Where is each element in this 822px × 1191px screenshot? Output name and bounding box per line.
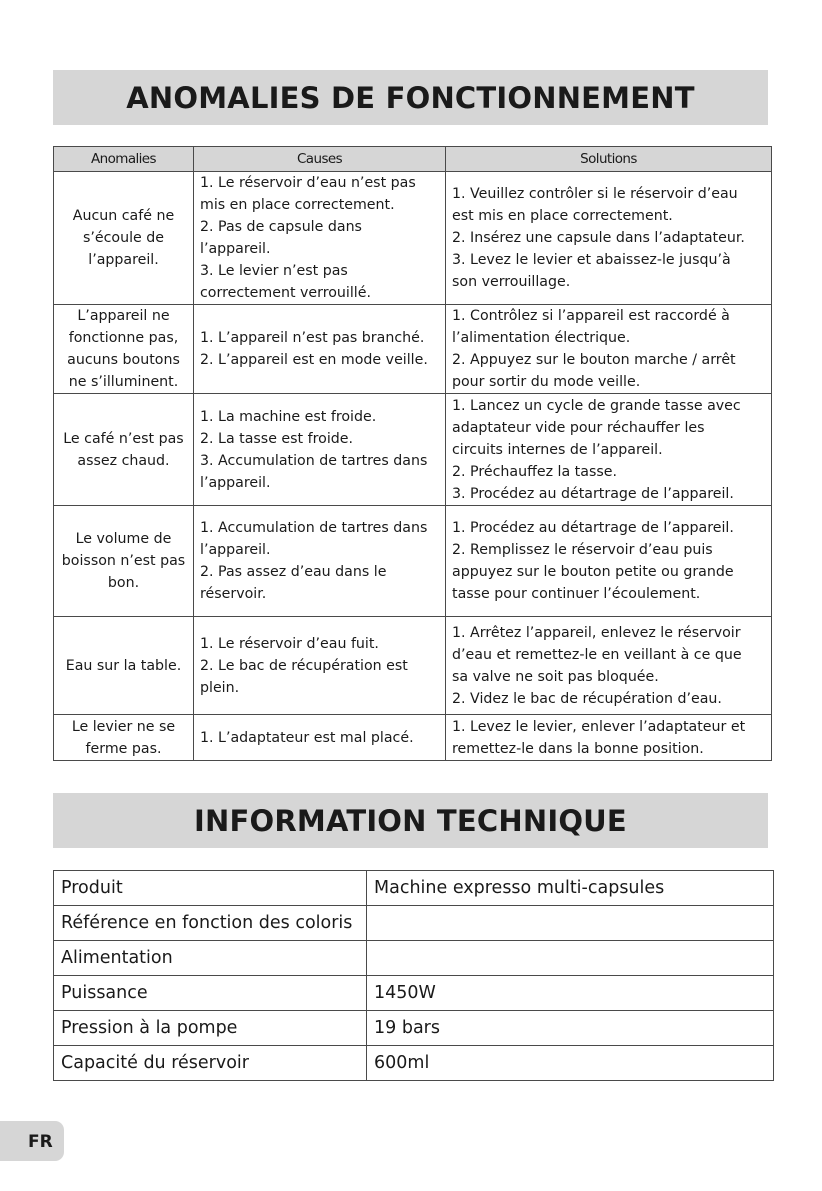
solution-line: 1. Lancez un cycle de grande tasse avec xyxy=(452,397,741,414)
anomaly-line: fonctionne pas, xyxy=(68,330,179,346)
causes-cell xyxy=(194,305,446,394)
cause-line: mis en place correctement. xyxy=(200,197,395,213)
spec-value xyxy=(367,941,774,976)
cause-line: plein. xyxy=(200,679,240,696)
table-row xyxy=(54,1011,774,1046)
anomaly-line: Le levier ne se xyxy=(71,718,176,735)
anomaly-cell xyxy=(54,305,194,394)
solution-line: appuyez sur le bouton petite ou grande xyxy=(452,564,734,580)
solution-line: 1. Arrêtez l’appareil, enlevez le réservoir xyxy=(452,624,741,641)
anomaly-line: Aucun café ne xyxy=(72,208,175,224)
spec-label: Référence en fonction des coloris xyxy=(54,906,367,941)
solutions-cell xyxy=(446,617,772,715)
solution-line: adaptateur vide pour réchauffer les xyxy=(452,419,705,436)
spec-label: Puissance xyxy=(54,976,367,1011)
solution-line: son verrouillage. xyxy=(452,274,571,290)
anomaly-line: l’appareil. xyxy=(88,252,159,268)
anomaly-line: bon. xyxy=(107,575,140,591)
cause-line: 1. Le réservoir d’eau n’est pas xyxy=(200,175,416,191)
solution-line: 2. Videz le bac de récupération d’eau. xyxy=(452,690,722,707)
technical-section-title: INFORMATION TECHNIQUE xyxy=(53,793,768,848)
table-row xyxy=(54,506,772,617)
anomaly-cell xyxy=(54,617,194,715)
cause-line: 1. L’adaptateur est mal placé. xyxy=(200,729,414,746)
table-row xyxy=(54,715,772,761)
table-row xyxy=(54,1046,774,1081)
table-row xyxy=(54,305,772,394)
solution-line: 1. Contrôlez si l’appareil est raccordé à xyxy=(452,308,730,324)
spec-value: 1450W xyxy=(367,976,774,1011)
table-row xyxy=(54,394,772,506)
cause-line: 2. Pas assez d’eau dans le xyxy=(200,564,387,580)
solution-line: l’alimentation électrique. xyxy=(452,330,631,346)
cause-line: 3. Accumulation de tartres dans xyxy=(200,452,428,469)
anomaly-line: boisson n’est pas xyxy=(61,553,186,569)
anomaly-cell xyxy=(54,715,194,761)
causes-cell xyxy=(194,715,446,761)
cause-line: réservoir. xyxy=(200,586,267,602)
solution-line: circuits internes de l’appareil. xyxy=(452,441,663,458)
table-row xyxy=(54,906,774,941)
anomaly-line: ne s’illuminent. xyxy=(68,374,179,390)
solutions-cell xyxy=(446,715,772,761)
solution-line: 1. Procédez au détartrage de l’appareil. xyxy=(452,520,734,536)
spec-value: 600ml xyxy=(367,1046,774,1081)
spec-label: Produit xyxy=(54,871,367,906)
anomaly-line: Le volume de xyxy=(75,531,172,547)
cause-line: 2. Le bac de récupération est xyxy=(200,657,408,674)
solutions-cell xyxy=(446,506,772,617)
cause-line: 1. L’appareil n’est pas branché. xyxy=(200,330,425,346)
cause-line: 3. Le levier n’est pas xyxy=(200,263,348,279)
anomaly-line: ferme pas. xyxy=(85,740,162,757)
cause-line: l’appareil. xyxy=(200,241,271,257)
spec-label: Pression à la pompe xyxy=(54,1011,367,1046)
solution-line: 1. Levez le levier, enlever l’adaptateur et xyxy=(452,718,746,735)
solution-line: tasse pour continuer l’écoulement. xyxy=(452,586,701,602)
spec-value: 19 bars xyxy=(367,1011,774,1046)
spec-value xyxy=(367,906,774,941)
causes-cell xyxy=(194,617,446,715)
solution-line: 1. Veuillez contrôler si le réservoir d’eau xyxy=(452,186,738,202)
anomalies-table-header-row xyxy=(54,147,772,172)
spec-label: Capacité du réservoir xyxy=(54,1046,367,1081)
anomaly-line: assez chaud. xyxy=(77,452,170,469)
anomalies-section-title: ANOMALIES DE FONCTIONNEMENT xyxy=(53,70,768,125)
solution-line: 2. Remplissez le réservoir d’eau puis xyxy=(452,542,713,558)
cause-line: correctement verrouillé. xyxy=(200,285,371,301)
anomaly-line: Eau sur la table. xyxy=(65,657,182,674)
anomaly-line: L’appareil ne xyxy=(77,308,170,324)
solutions-cell xyxy=(446,394,772,506)
solutions-cell xyxy=(446,172,772,305)
table-row xyxy=(54,871,774,906)
spec-value: Machine expresso multi-capsules xyxy=(367,871,774,906)
causes-cell xyxy=(194,506,446,617)
header-solutions: Solutions xyxy=(446,147,772,172)
anomaly-cell xyxy=(54,172,194,305)
solution-line: sa valve ne soit pas bloquée. xyxy=(452,668,659,685)
table-row xyxy=(54,172,772,305)
anomaly-line: aucuns boutons xyxy=(67,352,180,368)
cause-line: l’appareil. xyxy=(200,474,271,491)
anomaly-cell xyxy=(54,394,194,506)
solution-line: d’eau et remettez-le en veillant à ce que xyxy=(452,646,742,663)
solution-line: 2. Appuyez sur le bouton marche / arrêt xyxy=(452,352,736,368)
table-row xyxy=(54,976,774,1011)
anomaly-line: s’écoule de xyxy=(82,230,165,246)
anomaly-line: Le café n’est pas xyxy=(63,430,184,447)
header-anomalies: Anomalies xyxy=(54,147,194,172)
solution-line: 2. Préchauffez la tasse. xyxy=(452,463,617,480)
table-row xyxy=(54,617,772,715)
cause-line: 1. La machine est froide. xyxy=(200,408,377,425)
solutions-cell xyxy=(446,305,772,394)
solution-line: pour sortir du mode veille. xyxy=(452,374,641,390)
solution-line: 3. Levez le levier et abaissez-le jusqu’à xyxy=(452,252,731,268)
spec-label: Alimentation xyxy=(54,941,367,976)
cause-line: 1. Accumulation de tartres dans xyxy=(200,520,428,536)
solution-line: 3. Procédez au détartrage de l’appareil. xyxy=(452,485,734,502)
language-tab: FR xyxy=(0,1121,64,1161)
causes-cell xyxy=(194,172,446,305)
cause-line: 1. Le réservoir d’eau fuit. xyxy=(200,635,379,652)
causes-cell xyxy=(194,394,446,506)
technical-info-table xyxy=(53,870,774,1081)
anomaly-cell xyxy=(54,506,194,617)
anomalies-table xyxy=(53,146,772,761)
solution-line: 2. Insérez une capsule dans l’adaptateur. xyxy=(452,230,745,246)
cause-line: 2. Pas de capsule dans xyxy=(200,219,362,235)
table-row xyxy=(54,941,774,976)
cause-line: 2. La tasse est froide. xyxy=(200,430,354,447)
solution-line: est mis en place correctement. xyxy=(452,208,673,224)
cause-line: l’appareil. xyxy=(200,542,271,558)
cause-line: 2. L’appareil est en mode veille. xyxy=(200,352,428,368)
solution-line: remettez-le dans la bonne position. xyxy=(452,740,704,757)
header-causes: Causes xyxy=(194,147,446,172)
